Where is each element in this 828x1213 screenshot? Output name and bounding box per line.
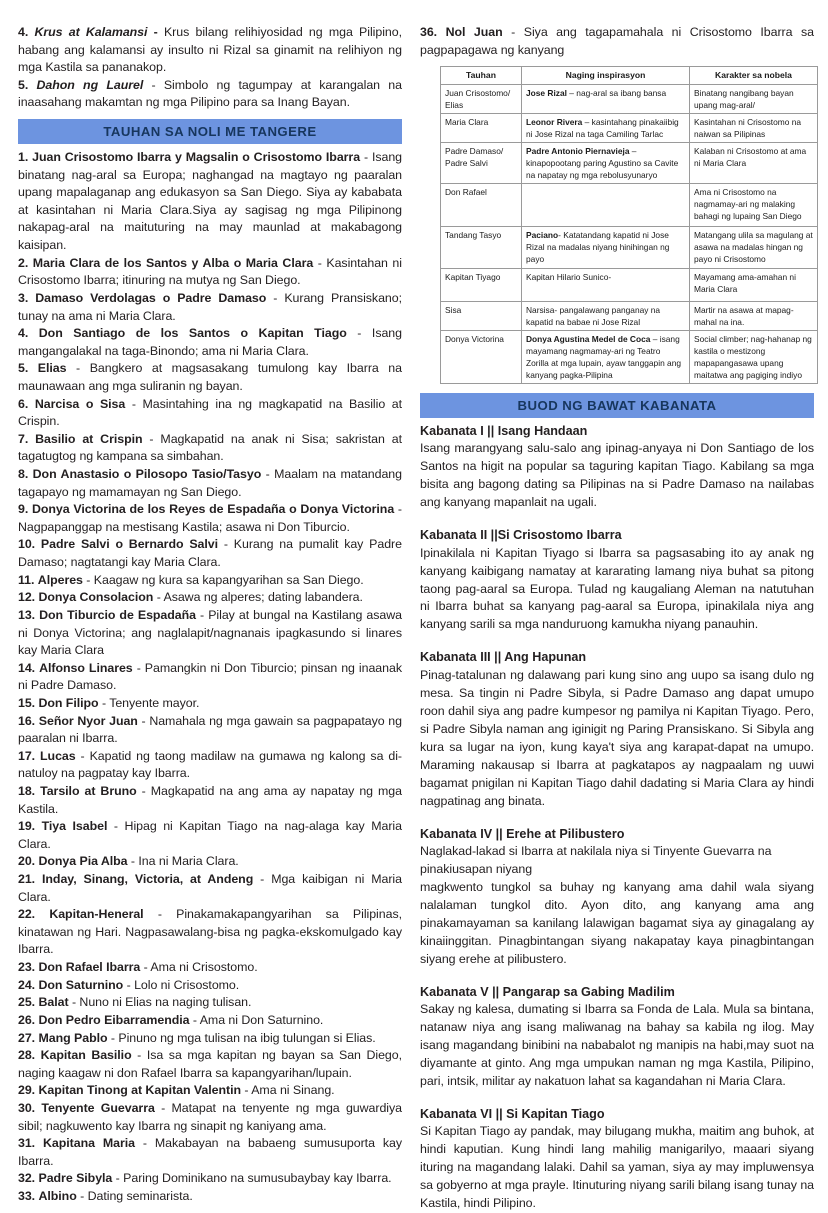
entry-text: Krus bilang relihiyosidad ng mga Pilipino, habang ang kalamansi ay insulto ni Rizal sa ginamit na relihiyon ng mga Kastila sa pananakop. [18, 25, 402, 75]
cell-inspirasyon [522, 301, 690, 330]
character-entry [18, 589, 402, 607]
entry-text: Ama ni Crisostomo. [150, 960, 258, 975]
cell-karakter: Binatang nangibang bayan upang mag-aral/ [690, 84, 818, 113]
entry-number: 10. [18, 537, 36, 552]
entry-dash: - [266, 290, 285, 305]
character-entry [18, 994, 402, 1012]
kabanata-body [420, 843, 814, 969]
entry-term: Padre Sibyla [38, 1171, 113, 1186]
kabanata-body: Si Kapitan Tiago ay pandak, may bilugang mukha, maitim ang buhok, at hindi kaputian. Kung hindi lang mahilig manigarilyo, maaari siyang ituring na magandang lalaki. Dahil sa yaman, siya ay may impluwensya sa gobyerno at mga prayle. Itinuturing niyang sarili bilang isang tunay na Kastila, hindi Pilipino. [420, 1124, 814, 1211]
entry-term: Tarsilo at Bruno [40, 783, 137, 798]
entry-number: 27. [18, 1030, 36, 1045]
entry-text: Bangkero at magsasakang tumulong kay Ibarra na maunawaan ang mga suliranin ng bayan. [18, 361, 402, 393]
entry-text: Siya ang tagapamahala ni Crisostomo Ibarra sa pagpapagawa ng kanyang [420, 25, 814, 57]
character-entry [18, 466, 402, 501]
kabanata-title: Kabanata I || Isang Handaan [420, 424, 588, 439]
entry-dash: - [196, 607, 209, 622]
entry-dash: - [313, 255, 327, 270]
cell-inspirasyon [522, 184, 690, 227]
entry-text: Matapat na tenyente ng mga guwardiya sibil; nagkuwento kay Ibarra ng sinapit ng kaniyang ama. [18, 1100, 402, 1133]
entry-term: Mang Pablo [38, 1030, 108, 1045]
entry-dash: - [123, 977, 135, 992]
entry-dash: - [107, 819, 125, 834]
kabanata-body-line1: Naglakad-lakad si Ibarra at nakilala niya si Tinyente Guevarra na pinakiusapan niyang [420, 843, 772, 876]
entry-dash: - [253, 872, 272, 887]
entry-term: Don Pedro Eibarramendia [38, 1012, 190, 1027]
entry-text: Kasintahan ni Crisostomo Ibarra; itinuring na mutya ng San Diego. [18, 255, 402, 288]
entry-text: Asawa ng alperes; dating labandera. [163, 590, 363, 605]
section-banner-tauhan: TAUHAN SA NOLI ME TANGERE [18, 119, 402, 144]
entry-number: 31. [18, 1136, 36, 1151]
entry-number: 4. [18, 25, 29, 39]
inspirasyon-detail: – kinapopootang paring Agustino sa Cavite na napatay ng mga rebolusyunaryo [526, 145, 679, 181]
entry-dash: - [153, 590, 164, 605]
entry-text: Pamangkin ni Don Tiburcio; pinsan ng inaanak ni Padre Damaso. [18, 660, 402, 693]
entry-term: Damaso Verdolagas o Padre Damaso [35, 290, 267, 305]
character-entry [18, 818, 402, 853]
entry-text: Kapatid ng taong madilaw na gumawa ng kalong sa di-natuloy na pagpatay kay Ibarra. [18, 748, 402, 781]
entry-dash: - [142, 431, 161, 446]
inspirasyon-name: Padre Antonio Piernavieja [526, 145, 630, 156]
entry-term: Basilio at Crispin [35, 431, 143, 446]
inspirasyon-detail: - Katatandang kapatid ni Jose Rizal na madalas niyang hinihingan ng payo [526, 230, 670, 265]
entry-term: Nol Juan [445, 25, 503, 39]
entry-number: 22. [18, 907, 36, 922]
cell-inspirasyon [522, 142, 690, 183]
entry-number: 24. [18, 977, 36, 992]
cell-inspirasyon [522, 330, 690, 383]
character-entry [18, 501, 402, 536]
table-row [441, 142, 818, 183]
entry-text: Masintahing ina ng magkapatid na Basilio at Crispin. [18, 396, 402, 429]
column-header-tauhan: Tauhan [441, 67, 522, 84]
character-entry [18, 325, 402, 360]
cell-tauhan: Tandang Tasyo [441, 227, 522, 268]
entry-text: Lolo ni Crisostomo. [134, 977, 240, 992]
entry-text: Ina ni Maria Clara. [138, 854, 239, 869]
table-row [441, 227, 818, 268]
inspirasyon-name: Jose Rizal [526, 87, 567, 98]
entry-dash: - [137, 713, 150, 728]
cell-karakter: Kalaban ni Crisostomo at ama ni Maria Clara [690, 142, 818, 183]
entry-number: 25. [18, 995, 36, 1010]
character-entry [18, 396, 402, 431]
character-entry [18, 572, 402, 590]
character-entry [18, 871, 402, 906]
cell-inspirasyon [522, 84, 690, 113]
table-header [441, 67, 818, 84]
section-banner-buod: BUOD NG BAWAT KABANATA [420, 393, 814, 418]
entry-term: Tiya Isabel [41, 819, 108, 834]
entry-term: Donya Consolacion [38, 590, 154, 605]
entry-dash: - [112, 1171, 124, 1186]
entry-number: 7. [18, 431, 29, 446]
entry-term: Alperes [37, 572, 83, 587]
character-entry [18, 1012, 402, 1030]
entry-number: 6. [18, 396, 29, 411]
entry-text: Mga kaibigan ni Maria Clara. [18, 872, 402, 904]
entry-number: 5. [18, 77, 29, 92]
entry-text: Kurang Pransiskano; tunay na ama ni Maria Clara. [18, 290, 402, 323]
entry-dash: - [107, 1030, 119, 1045]
kabanata-title: Kabanata IV || Erehe at Pilibustero [420, 826, 625, 841]
entry-dash: - [140, 960, 151, 975]
cell-karakter: Martir na asawa at mapag-mahal na ina. [690, 301, 818, 330]
entry-text: Tenyente mayor. [109, 695, 200, 710]
cell-karakter: Matangang ulila sa magulang at asawa na madalas hingan ng payo ni Crisostomo [690, 227, 818, 268]
inspirasyon-name: Donya Agustina Medel de Coca [526, 333, 651, 344]
entry-term: Kapitana Maria [43, 1136, 135, 1151]
kabanata-title: Kabanata V || Pangarap sa Gabing Madilim [420, 984, 675, 999]
entry-dash: - [131, 1048, 147, 1063]
character-entry [18, 853, 402, 871]
entry-term: Don Santiago de los Santos o Kapitan Tiago [38, 326, 347, 341]
entry-text: Nuno ni Elias na naging tulisan. [79, 995, 252, 1010]
kabanata-title: Kabanata II ||Si Crisostomo Ibarra [420, 528, 622, 543]
character-entry [18, 255, 402, 290]
entry-dash: - [134, 1136, 155, 1151]
entry-text: Paring Dominikano na sumusubaybay kay Ibarra. [123, 1171, 392, 1186]
entry-text: Ama ni Don Saturnino. [199, 1012, 324, 1027]
entry-text: Ama ni Sinang. [251, 1083, 335, 1098]
character-entry [18, 290, 402, 325]
entry-number: 4. [18, 326, 29, 341]
cell-inspirasyon [522, 268, 690, 301]
entry-number: 23. [18, 960, 36, 975]
entry-number: 28. [18, 1048, 36, 1063]
character-entry [18, 748, 402, 783]
entry-term: Kapitan Basilio [40, 1048, 132, 1063]
intro-entry [18, 24, 402, 77]
entry-term: Juan Crisostomo Ibarra y Magsalin o Crisostomo Ibarra [32, 150, 361, 165]
character-entry [18, 977, 402, 995]
left-column [18, 24, 403, 1203]
entry-term: Elias [37, 361, 67, 376]
character-entry [18, 1135, 402, 1170]
entry-term: Balat [38, 995, 69, 1010]
cell-karakter: Social climber; nag-hahanap ng kastila o mestizong mapapangasawa upang maitatwa ang pagiging indiyo [690, 330, 818, 383]
cell-karakter: Mayamang ama-amahan ni Maria Clara [690, 268, 818, 301]
entry-number: 19. [18, 819, 36, 834]
cell-tauhan: Donya Victorina [441, 330, 522, 383]
inspirasyon-detail [526, 186, 685, 224]
inspirasyon-detail: Narsisa- pangalawang panganay na kapatid na babae ni Jose Rizal [526, 304, 661, 327]
entry-number: 15. [18, 695, 36, 710]
character-entry [18, 1100, 402, 1135]
entry-text: Maalam na matandang tagapayo ng mamamayan ng San Diego. [18, 467, 402, 499]
entry-text: Namahala ng mga gawain sa pagpapatayo ng paaralan ni Ibarra. [18, 713, 402, 746]
entry-text: Makabayan na babaeng sumusuporta kay Ibarra. [18, 1136, 402, 1168]
kabanata-title: Kabanata VI || Si Kapitan Tiago [420, 1106, 605, 1121]
column-header-karakter: Karakter sa nobela [690, 67, 818, 84]
entry-dash: - [394, 502, 402, 517]
cell-tauhan: Padre Damaso/ Padre Salvi [441, 142, 522, 183]
kabanata-body: Sakay ng kalesa, dumating si Ibarra sa Fonda de Lala. Mula sa bintana, natanaw niya ang isang maliwanag na bahay sa kabila ng ilog. May isang magandang binibini na nababalot ng manipis na habi,may suot na diyamante at ginto. Ang mga umpukan naman ng mga Kastila, Pilipino, pari, intsik, militar ay nakatuon lahat sa kagandahan ni Maria Clara. [420, 1001, 814, 1088]
entry-term: Inday, Sinang, Victoria, at Andeng [42, 872, 254, 887]
entry-dash: - [147, 25, 164, 39]
entry-dash: - [66, 361, 90, 376]
entry-dash: - [502, 25, 524, 39]
entry-number: 3. [18, 290, 29, 305]
entry-text: Isang binatang nag-aral sa Europa; naghangad na magtayo ng paaralan upang mapalaganap ang edukasyon sa San Diego. Siya ay kababata at kasintahan ni Maria Clara.Siya ay sagisag ng mga Pilipinong nakapag-aral na maituturing na may maunlad at makabagong kaisipan. [18, 150, 402, 253]
entry-text: Isang mangangalakal na taga-Binondo; ama ni Maria Clara. [18, 326, 402, 358]
table-row [441, 113, 818, 142]
entry-dash: - [127, 854, 139, 869]
inspiration-table [440, 66, 818, 384]
entry-number: 11. [18, 572, 35, 587]
entry-term: Narcisa o Sisa [34, 396, 126, 411]
character-entry [18, 607, 402, 660]
kabanata-body: Ipinakilala ni Kapitan Tiyago si Ibarra sa pagsasabing ito ay anak ng kanyang kaibigang namatay at kararating lamang niya buhat sa pitong taong pag-aaral sa Europa. Tulad ng kaugaliang Aleman na natutuhan ni Ibarra buhat sa kanyang pag-aaral sa Europa, ipinakilala niya ang kanyang sarili sa mga nanduruong kamukha niyang panauhin. [420, 545, 814, 632]
cell-inspirasyon [522, 113, 690, 142]
entry-number: 8. [18, 467, 29, 482]
entry-dash: - [136, 783, 151, 798]
entry-term: Don Anastasio o Pilosopo Tasio/Tasyo [32, 467, 262, 482]
entry-text: Kurang na pumalit kay Padre Damaso; nagtatangi kay Maria Clara. [18, 537, 402, 570]
entry-term: Kapitan-Heneral [49, 907, 144, 922]
entry-term: Tenyente Guevarra [41, 1100, 155, 1115]
character-entry [18, 1030, 402, 1048]
cell-karakter: Kasintahan ni Crisostomo na naiwan sa Pilipinas [690, 113, 818, 142]
entry-dash: - [125, 396, 143, 411]
entry-dash: - [346, 326, 372, 341]
entry-term: Alfonso Linares [39, 660, 133, 675]
character-entry [18, 1082, 402, 1100]
character-list [18, 149, 402, 1206]
entry-dash: - [143, 907, 177, 922]
entry-term: Don Filipo [38, 695, 99, 710]
entry-dash: - [75, 748, 90, 763]
entry-term: Kapitan Tinong at Kapitan Valentin [38, 1083, 242, 1098]
table-row [441, 184, 818, 227]
entry-text: Pinuno ng mga tulisan na ibig tulungan si Elias. [118, 1030, 376, 1045]
kabanata-body-rest: magkwento tungkol sa buhay ng kanyang ama dahil wala siyang nalalaman tungkol dito. Ayon dito, ang kanyang ama ang pinakamayaman sa kanilang lalawigan bagamat siya ay ginagalang ay kinaiinggitan. Pinagbintangan siyang nakapatay kaya pinagbintangan siyang erehe at pilibustero. [420, 879, 814, 966]
entry-dash: - [68, 995, 80, 1010]
entry-dash: - [360, 150, 372, 165]
entry-dash: - [98, 695, 110, 710]
character-entry [18, 1188, 402, 1206]
entry-text: Pinakamakapangyarihan sa Pilipinas, kinatawan ng Hari. Nagpasawalang-bisa ng pagka-ekskomulgado kay Ibarra. [18, 907, 402, 957]
entry-number: 1. [18, 150, 29, 165]
cell-tauhan: Juan Crisostomo/ Elias [441, 84, 522, 113]
entry-text: Simbolo ng tagumpay at karangalan na inaasahang makamtan ng mga Pilipino para sa Inang Bayan. [18, 77, 402, 110]
entry-term: Donya Victorina de los Reyes de Espadaña o Donya Victorina [32, 502, 395, 517]
entry-number: 17. [18, 748, 36, 763]
table-row [441, 268, 818, 301]
entry-term: Don Rafael Ibarra [38, 960, 141, 975]
entry-text: Kaagaw ng kura sa kapangyarihan sa San Diego. [93, 572, 364, 587]
entry-dash: - [189, 1012, 200, 1027]
table-row [441, 84, 818, 113]
character-entry [18, 660, 402, 695]
entry-number: 13. [18, 607, 36, 622]
entry-text: Isa sa mga kapitan ng bayan sa San Diego, naging kaagaw ni don Rafael Ibarra sa kapangyarihan/lupain. [18, 1048, 402, 1080]
inspirasyon-detail: – kasintahang pinakaiibig ni Jose Rizal na taga Camiling Tarlac [526, 116, 679, 139]
character-entry [18, 431, 402, 466]
entry-dash: - [241, 1083, 252, 1098]
kabanata-title: Kabanata III || Ang Hapunan [420, 650, 587, 665]
entry-dash: - [154, 1100, 172, 1115]
entry-number: 33. [18, 1189, 36, 1203]
entry-term: Padre Salvi o Bernardo Salvi [40, 537, 219, 552]
entry-number: 16. [18, 713, 36, 728]
character-entry [18, 959, 402, 977]
inspirasyon-name: Paciano [526, 230, 559, 241]
kabanata-list [420, 422, 814, 1213]
inspirasyon-detail: – nag-aral sa ibang bansa [566, 87, 667, 98]
cell-tauhan: Don Rafael [441, 184, 522, 227]
character-entry [18, 695, 402, 713]
intro-entry [18, 77, 402, 112]
entry-term: Señor Nyor Juan [38, 713, 138, 728]
table-row [441, 330, 818, 383]
entry-number: 12. [18, 590, 36, 605]
entry-term: Maria Clara de los Santos y Alba o Maria Clara [32, 255, 314, 270]
character-entry [18, 1170, 402, 1188]
entry-number: 5. [18, 361, 29, 376]
entry-dash: - [218, 537, 234, 552]
column-header-inspirasyon: Naging inspirasyon [522, 67, 690, 84]
cell-tauhan: Kapitan Tiyago [441, 268, 522, 301]
entry-number: 29. [18, 1083, 36, 1098]
entry-dash: - [143, 77, 164, 92]
entry-term: Dahon ng Laurel [36, 77, 144, 92]
intro-entry-list [18, 24, 402, 112]
cell-tauhan: Maria Clara [441, 113, 522, 142]
entry-number: 2. [18, 255, 29, 270]
table-body [441, 84, 818, 384]
entry-number: 26. [18, 1012, 36, 1027]
character-entry [18, 713, 402, 748]
entry-term: Don Saturnino [38, 977, 124, 992]
entry-number: 9. [18, 502, 29, 517]
entry-text: Hipag ni Kapitan Tiago na nag-alaga kay Maria Clara. [18, 819, 402, 851]
entry-dash: - [261, 467, 275, 482]
table-row [441, 301, 818, 330]
entry-number: 20. [18, 854, 36, 869]
entry-text: Pilay at bungal na Kastilang asawa ni Donya Victorina; ang naglalapit/nagnanais ipagkasundo si linares kay Maria Clara [18, 607, 403, 658]
entry-number: 18. [18, 783, 36, 798]
entry-term: Albino [38, 1189, 77, 1203]
cell-tauhan: Sisa [441, 301, 522, 330]
kabanata-body: Pinag-tatalunan ng dalawang pari kung sino ang uupo sa isang dulo ng mesa. Sa tingin ni Padre Sibyla, si Padre Damaso ang dapat umupo roon dahil siya ang padre kumpesor ng pamilya ni Kapitan Tiyago. Pero, si Padre Sibyla naman ang iginigit ng Paring Pransiskano. Si Sibyla ang kura sa lugar na iyon, kung kaya't siya ang karapat-dapat na umupo. Maraming nakausap si Ibarra at pagkatapos ay nagpaalam ng uuwi bagamat pnigilan ni Kapitan Tiago dahil dadating si Maria Clara ay hindi nagpatinag ang binata. [420, 667, 814, 808]
character-entry [18, 1047, 402, 1082]
entry-term: Don Tiburcio de Espadaña [39, 607, 196, 622]
character-entry [18, 360, 402, 395]
character-entry [18, 536, 402, 571]
character-entry [18, 906, 402, 959]
entry-term: Donya Pia Alba [38, 854, 128, 869]
entry-number: 32. [18, 1171, 36, 1186]
table-header-row [441, 67, 818, 84]
entry-text: Dating seminarista. [87, 1189, 193, 1203]
character-entry [18, 149, 402, 255]
kabanata-body: Isang marangyang salu-salo ang ipinag-anyaya ni Don Santiago de los Santos na higit na popular sa taguring kapitan Tiago. Kabilang sa mga bisita ang bagong dating sa Pilipinas na si Padre Damaso na nailabas ang kanyang mapanlait na ugali. [420, 441, 814, 510]
entry-dash: - [82, 572, 94, 587]
entry-term: Lucas [40, 748, 76, 763]
entry-number: 30. [18, 1100, 36, 1115]
cell-inspirasyon [522, 227, 690, 268]
right-column [420, 24, 814, 1211]
inspirasyon-detail: Kapitan Hilario Sunico- [526, 271, 612, 282]
cell-karakter: Ama ni Crisostomo na nagmamay-ari ng malaking bahagi ng lupaing San Diego [690, 184, 818, 227]
entry-number: 14. [18, 660, 36, 675]
entry-number: 36. [420, 25, 438, 39]
inspirasyon-name: Leonor Rivera [526, 116, 583, 127]
top-character-entry [420, 24, 814, 59]
entry-term: Krus at Kalamansi [34, 25, 148, 39]
entry-text: Magkapatid na anak ni Sisa; sakristan at tagatugtog ng kampana sa simbahan. [18, 431, 402, 464]
entry-number: 21. [18, 872, 36, 887]
entry-dash: - [76, 1189, 88, 1203]
character-entry [18, 783, 402, 818]
entry-dash: - [132, 660, 145, 675]
entry-text: Magkapatid na ang ama ay napatay ng mga Kastila. [18, 783, 402, 816]
entry-text: Nagpapanggap na mestisang Kastila; asawa ni Don Tiburcio. [18, 519, 350, 534]
inspirasyon-detail: – isang mayamang nagmamay-ari ng Teatro Zorilla at mga lupain, ayaw tanggapin ang kanyang pagka-Pilipina [526, 333, 682, 380]
